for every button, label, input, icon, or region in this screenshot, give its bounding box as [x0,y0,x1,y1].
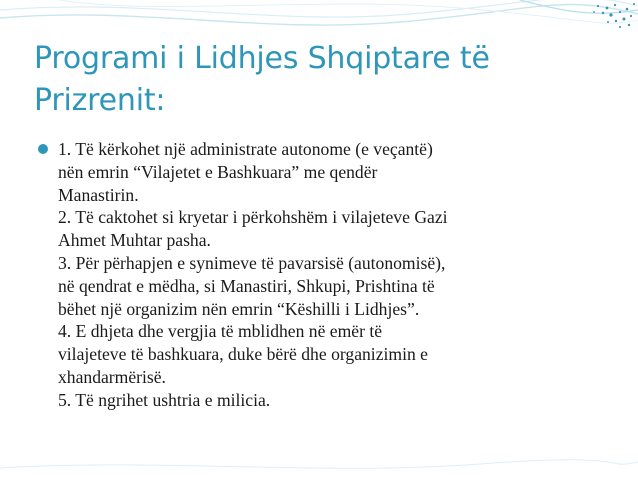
slide-body [36,138,626,412]
title-line-2: Prizrenit: [34,83,166,118]
body-line-12: 5. Të ngrihet ushtria e milicia. [58,389,271,410]
title-line-1: Programi i Lidhjes Shqiptare të [34,41,490,76]
bullet-item [36,138,626,412]
body-line-11: xhandarmërisë. [58,366,166,387]
slide-title [34,38,614,122]
body-line-9: 4. E dhjeta dhe vergjia të mblidhen në emër të [58,321,383,342]
body-line-6: 3. Për përhapjen e synimeve të pavarsisë (autonomisë), [58,252,446,273]
body-line-3: Manastirin. [58,184,139,205]
body-line-7: në qendrat e mëdha, si Manastiri, Shkupi, Prishtina të [58,275,435,296]
body-line-5: Ahmet Muhtar pasha. [58,230,211,251]
body-line-2: nën emrin “Vilajetet e Bashkuara” me qendër [58,161,378,182]
circle-bullet-icon [38,144,48,154]
body-line-8: bëhet një organizim nën emrin “Këshilli i Lidhjes”. [58,298,420,319]
body-line-4: 2. Të caktohet si kryetar i përkohshëm i vilajeteve Gazi [58,207,448,228]
body-line-1: 1. Të kërkohet një administrate autonome (e veçantë) [58,139,433,159]
body-line-10: vilajeteve të bashkuara, duke bërë dhe organizimin e [58,344,428,365]
